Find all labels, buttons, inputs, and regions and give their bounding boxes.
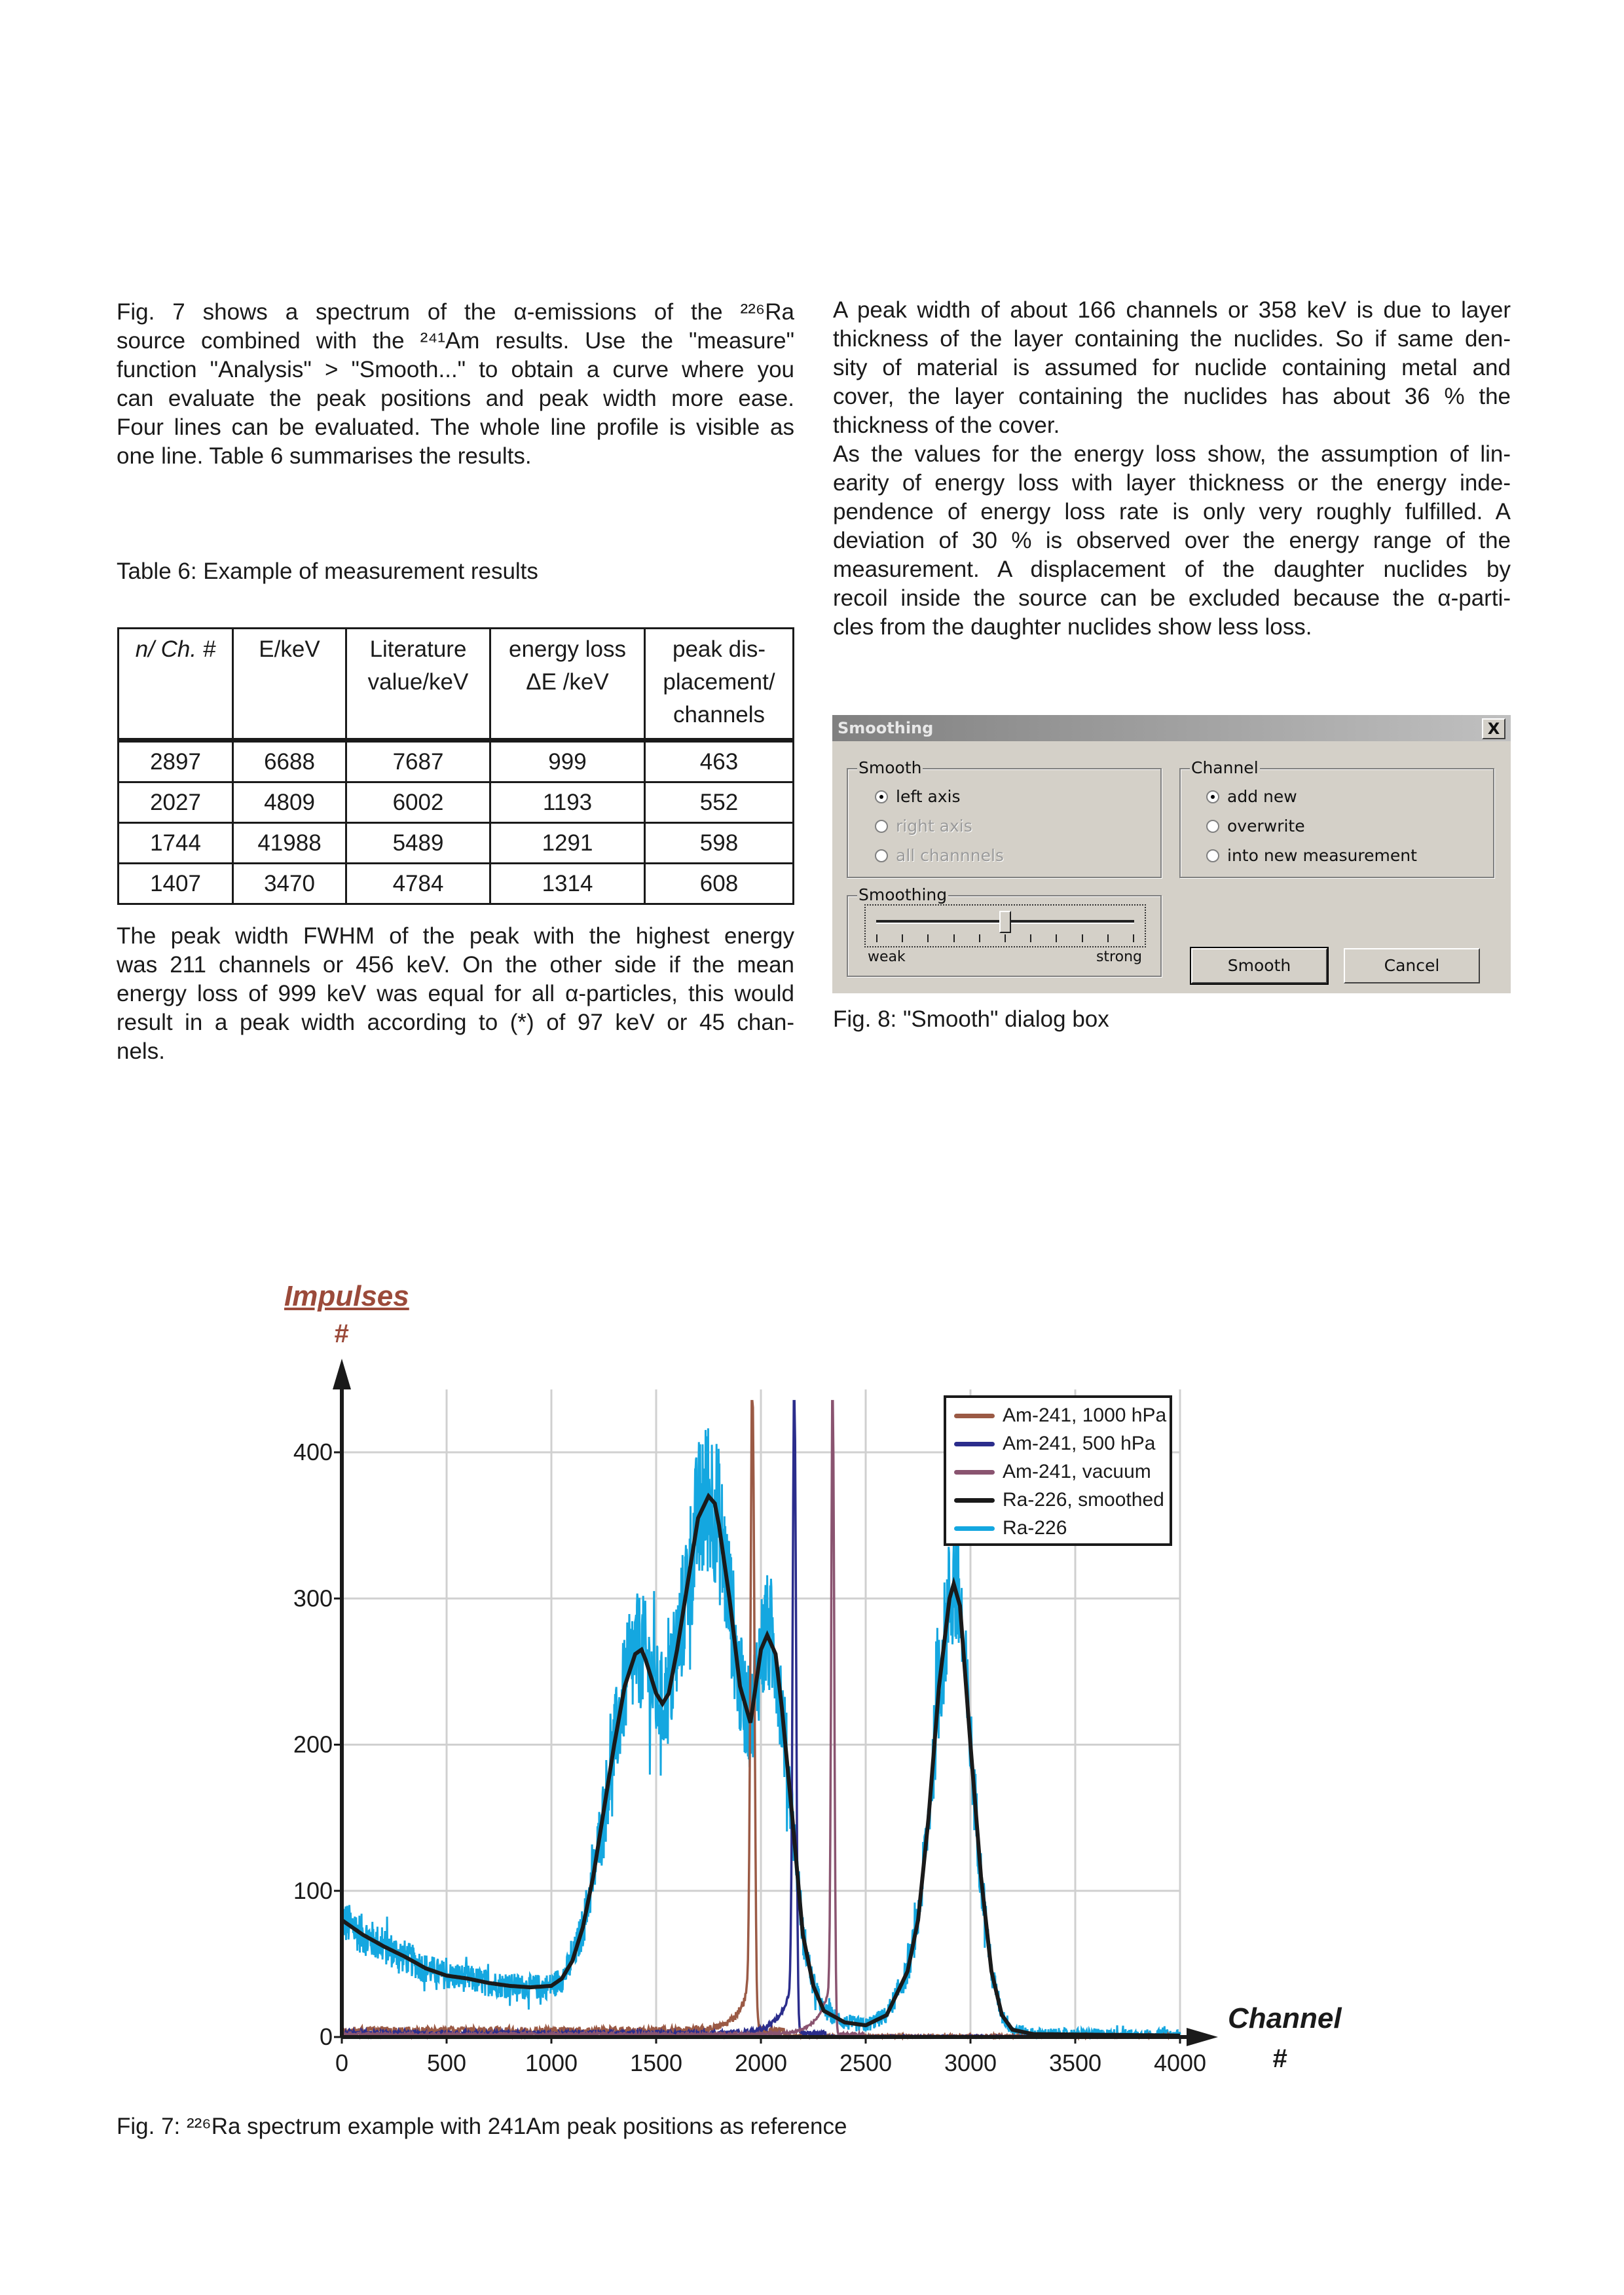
x-tick-label: 2500 (839, 2049, 893, 2076)
legend-item (954, 1489, 1164, 1511)
text-line: cover, the layer containing the nuclides has about 36 % the (833, 384, 1511, 409)
text-line: can evaluate the peak positions and peak width more ease. (117, 386, 794, 411)
text-line: Four lines can be evaluated. The whole line profile is visible as (117, 414, 794, 440)
y-axis-arrow-icon (333, 1359, 351, 1389)
table-cell: 1407 (119, 864, 233, 904)
smooth-group-label: Smooth (858, 758, 922, 777)
legend-item (954, 1461, 1151, 1483)
text-line: cles from the daughter nuclides show less loss. (833, 614, 1312, 640)
table-cell: 1193 (490, 782, 645, 823)
fig7-caption: Fig. 7: ²²⁶Ra spectrum example with 241Am peak positions as reference (117, 2114, 847, 2139)
x-tick-label: 500 (426, 2049, 467, 2076)
text-line: recoil inside the source can be excluded because the α-parti- (833, 585, 1511, 611)
radio-label: right axis (896, 817, 972, 835)
close-button[interactable]: X (1482, 718, 1505, 739)
x-tick-label: 3000 (944, 2049, 997, 2076)
x-tick-label: 3500 (1048, 2049, 1102, 2076)
chart-legend (944, 1395, 1172, 1546)
y-axis-unit: # (334, 1319, 349, 1348)
legend-item (954, 1405, 1166, 1427)
radio-label: add new (1227, 787, 1297, 806)
legend-item (954, 1433, 1155, 1455)
text-line: thickness of the layer containing the nuclides. So if same den- (833, 326, 1511, 352)
legend-swatch (954, 1498, 995, 1503)
table-cell: 41988 (233, 823, 346, 864)
radio-label: left axis (896, 787, 961, 806)
table-caption: Table 6: Example of measurement results (117, 559, 538, 584)
radio-label: all channnels (896, 846, 1004, 865)
smooth-button[interactable]: Smooth (1191, 948, 1327, 983)
text-line: The peak width FWHM of the peak with the highest energy (117, 923, 794, 949)
cancel-button[interactable]: Cancel (1344, 948, 1480, 983)
text-line: deviation of 30 % is observed over the energy range of the (833, 528, 1511, 553)
text-line: nels. (117, 1038, 165, 1064)
table-cell: 1314 (490, 864, 645, 904)
text-line: was 211 channels or 456 keV. On the other side if the mean (117, 952, 794, 978)
y-tick-label: 300 (293, 1585, 333, 1612)
table-cell: 552 (645, 782, 794, 823)
header-text: peak dis- (672, 636, 766, 662)
legend-label: Am-241, vacuum (1003, 1461, 1151, 1482)
y-tick-label: 100 (293, 1877, 333, 1904)
x-tick-label: 2000 (734, 2049, 788, 2076)
table-cell: 598 (645, 823, 794, 864)
text-line: As the values for the energy loss show, the assumption of lin- (833, 441, 1511, 467)
y-axis-label: Impulses (284, 1280, 409, 1312)
table-cell: 6688 (233, 741, 346, 782)
x-axis-label: Channel (1228, 2002, 1342, 2034)
table-cell: 2027 (119, 782, 233, 823)
legend-swatch (954, 1442, 995, 1446)
header-text: placement/ (663, 669, 775, 695)
legend-swatch (954, 1414, 995, 1418)
table-cell: 2897 (119, 741, 233, 782)
text-line: one line. Table 6 summarises the results. (117, 443, 532, 469)
text-line: source combined with the ²⁴¹Am results. Use the "measure" (117, 328, 794, 354)
header-text: E/keV (259, 636, 320, 662)
legend-label: Ra-226 (1003, 1517, 1067, 1539)
table-cell: 5489 (346, 823, 490, 864)
x-axis-arrow-icon (1187, 2028, 1218, 2046)
table-cell: 4809 (233, 782, 346, 823)
header-text: n/ Ch. # (135, 636, 216, 662)
table-cell: 6002 (346, 782, 490, 823)
slider-min-label: weak (868, 949, 906, 965)
slider-max-label: strong (1096, 949, 1142, 965)
header-text: energy loss (509, 636, 626, 662)
table-cell: 999 (490, 741, 645, 782)
y-tick-label: 0 (319, 2023, 333, 2050)
text-line: earity of energy loss with layer thickness or the energy inde- (833, 470, 1511, 496)
legend-label: Am-241, 500 hPa (1003, 1433, 1156, 1454)
table-cell: 3470 (233, 864, 346, 904)
radio-label: into new measurement (1227, 846, 1417, 865)
legend-label: Ra-226, smoothed (1003, 1489, 1164, 1511)
smoothing-group-label: Smoothing (858, 885, 948, 904)
fig8-caption: Fig. 8: "Smooth" dialog box (833, 1006, 1109, 1032)
x-tick-label: 4000 (1153, 2049, 1207, 2076)
x-axis-unit: # (1272, 2044, 1287, 2073)
legend-label: Am-241, 1000 hPa (1003, 1405, 1167, 1426)
text-line: pendence of energy loss rate is only very roughly fulfilled. A (833, 499, 1511, 524)
header-text: Literature (369, 636, 467, 662)
text-line: function "Analysis" > "Smooth..." to obtain a curve where you (117, 357, 794, 382)
radio-label: overwrite (1227, 817, 1305, 835)
legend-swatch (954, 1526, 995, 1531)
y-tick-label: 400 (293, 1439, 333, 1465)
y-tick-label: 200 (293, 1731, 333, 1758)
text-line: measurement. A displacement of the daughter nuclides by (833, 557, 1511, 582)
table-cell: 1744 (119, 823, 233, 864)
text-line: result in a peak width according to (*) of 97 keV or 45 chan- (117, 1010, 794, 1035)
text-line: energy loss of 999 keV was equal for all α-particles, this would (117, 981, 794, 1006)
header-text: value/keV (367, 669, 469, 695)
table-cell: 463 (645, 741, 794, 782)
table-cell: 7687 (346, 741, 490, 782)
table-cell: 1291 (490, 823, 645, 864)
x-tick-label: 1500 (629, 2049, 683, 2076)
table-cell: 608 (645, 864, 794, 904)
legend-item (954, 1517, 1067, 1539)
x-tick-label: 0 (335, 2049, 349, 2076)
text-line: A peak width of about 166 channels or 358 keV is due to layer (833, 297, 1511, 323)
text-line: thickness of the cover. (833, 413, 1060, 438)
text-line: sity of material is assumed for nuclide containing metal and (833, 355, 1511, 380)
header-text: ΔE /keV (526, 669, 609, 695)
table-cell: 4784 (346, 864, 490, 904)
channel-group-label: Channel (1191, 758, 1259, 777)
dialog-title: Smoothing (838, 719, 934, 737)
x-tick-label: 1000 (525, 2049, 578, 2076)
legend-swatch (954, 1470, 995, 1475)
header-text: channels (673, 702, 766, 727)
text-line: Fig. 7 shows a spectrum of the α-emissions of the ²²⁶Ra (117, 299, 794, 325)
